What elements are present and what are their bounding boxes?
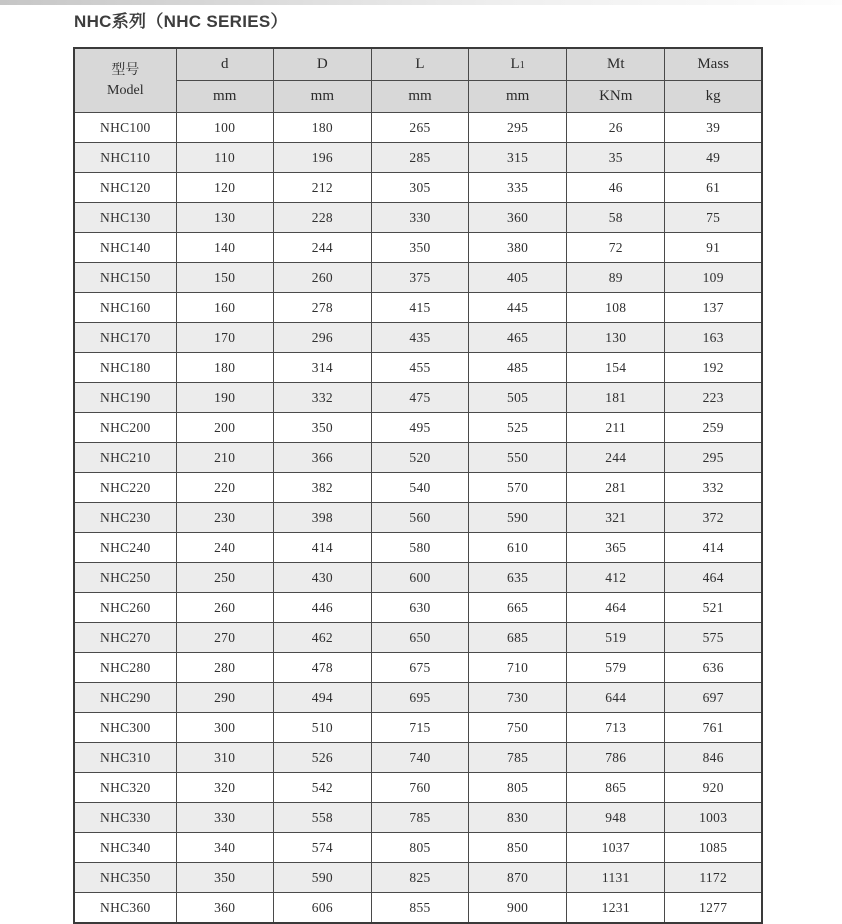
cell-L: 650: [371, 623, 468, 653]
cell-d: 230: [176, 503, 273, 533]
cell-D: 478: [273, 653, 371, 683]
column-header-d: [176, 48, 273, 81]
header-row-units: [74, 81, 762, 113]
cell-Mt: 713: [567, 713, 665, 743]
table-body: [74, 113, 762, 924]
cell-Mt: 519: [567, 623, 665, 653]
cell-Mass: 761: [665, 713, 762, 743]
cell-Mass: 259: [665, 413, 762, 443]
cell-Mt: 181: [567, 383, 665, 413]
cell-L1: 550: [469, 443, 567, 473]
cell-Mass: 223: [665, 383, 762, 413]
cell-L1: 445: [469, 293, 567, 323]
cell-L1: 610: [469, 533, 567, 563]
cell-model: NHC110: [74, 143, 176, 173]
cell-D: 278: [273, 293, 371, 323]
cell-Mt: 786: [567, 743, 665, 773]
table-row: [74, 773, 762, 803]
cell-L1: 505: [469, 383, 567, 413]
cell-D: 558: [273, 803, 371, 833]
cell-L1: 805: [469, 773, 567, 803]
cell-model: NHC230: [74, 503, 176, 533]
cell-model: NHC210: [74, 443, 176, 473]
table-row: [74, 623, 762, 653]
cell-Mt: 46: [567, 173, 665, 203]
cell-Mt: 35: [567, 143, 665, 173]
cell-L1: 525: [469, 413, 567, 443]
cell-model: NHC330: [74, 803, 176, 833]
column-label: Mass: [697, 56, 729, 72]
table-row: [74, 533, 762, 563]
table-row: [74, 893, 762, 924]
cell-L: 740: [371, 743, 468, 773]
table-row: [74, 143, 762, 173]
table-row: [74, 293, 762, 323]
cell-d: 300: [176, 713, 273, 743]
cell-Mt: 365: [567, 533, 665, 563]
cell-Mass: 575: [665, 623, 762, 653]
table-row: [74, 413, 762, 443]
column-unit-L: mm: [371, 81, 468, 113]
cell-Mass: 920: [665, 773, 762, 803]
cell-L1: 750: [469, 713, 567, 743]
cell-D: 244: [273, 233, 371, 263]
cell-d: 190: [176, 383, 273, 413]
cell-model: NHC100: [74, 113, 176, 143]
cell-Mass: 1085: [665, 833, 762, 863]
cell-model: NHC140: [74, 233, 176, 263]
cell-model: NHC220: [74, 473, 176, 503]
cell-L1: 465: [469, 323, 567, 353]
column-label-sub: 1: [519, 60, 525, 71]
column-label: d: [220, 56, 229, 72]
column-unit-D: mm: [273, 81, 371, 113]
cell-L1: 635: [469, 563, 567, 593]
cell-model: NHC200: [74, 413, 176, 443]
cell-D: 296: [273, 323, 371, 353]
column-unit-L1: mm: [469, 81, 567, 113]
cell-Mt: 211: [567, 413, 665, 443]
cell-L1: 870: [469, 863, 567, 893]
cell-model: NHC120: [74, 173, 176, 203]
cell-Mass: 521: [665, 593, 762, 623]
cell-L1: 485: [469, 353, 567, 383]
cell-d: 210: [176, 443, 273, 473]
model-label-zh: 型号: [111, 62, 140, 78]
cell-Mt: 412: [567, 563, 665, 593]
cell-model: NHC170: [74, 323, 176, 353]
column-header-L1: [469, 48, 567, 81]
cell-model: NHC280: [74, 653, 176, 683]
table-row: [74, 203, 762, 233]
column-label: L: [415, 56, 425, 72]
cell-d: 280: [176, 653, 273, 683]
cell-D: 606: [273, 893, 371, 924]
cell-L: 600: [371, 563, 468, 593]
cell-D: 382: [273, 473, 371, 503]
cell-L: 630: [371, 593, 468, 623]
table-row: [74, 563, 762, 593]
cell-Mass: 1003: [665, 803, 762, 833]
cell-Mass: 295: [665, 443, 762, 473]
cell-Mass: 163: [665, 323, 762, 353]
model-label-en: Model: [107, 82, 144, 98]
cell-d: 220: [176, 473, 273, 503]
cell-model: NHC240: [74, 533, 176, 563]
cell-L: 375: [371, 263, 468, 293]
cell-model: NHC270: [74, 623, 176, 653]
cell-Mass: 1172: [665, 863, 762, 893]
cell-Mt: 1231: [567, 893, 665, 924]
cell-L1: 295: [469, 113, 567, 143]
cell-L: 715: [371, 713, 468, 743]
table-row: [74, 263, 762, 293]
cell-d: 340: [176, 833, 273, 863]
cell-L: 675: [371, 653, 468, 683]
cell-D: 196: [273, 143, 371, 173]
cell-L1: 665: [469, 593, 567, 623]
cell-L1: 830: [469, 803, 567, 833]
cell-model: NHC300: [74, 713, 176, 743]
cell-Mt: 130: [567, 323, 665, 353]
column-unit-Mt: KNm: [567, 81, 665, 113]
cell-Mass: 697: [665, 683, 762, 713]
table-row: [74, 803, 762, 833]
cell-Mt: 1037: [567, 833, 665, 863]
table-row: [74, 173, 762, 203]
cell-Mt: 281: [567, 473, 665, 503]
cell-Mt: 26: [567, 113, 665, 143]
table-row: [74, 743, 762, 773]
cell-D: 398: [273, 503, 371, 533]
cell-D: 366: [273, 443, 371, 473]
cell-Mass: 464: [665, 563, 762, 593]
cell-L1: 850: [469, 833, 567, 863]
cell-model: NHC290: [74, 683, 176, 713]
cell-D: 260: [273, 263, 371, 293]
cell-L: 855: [371, 893, 468, 924]
cell-model: NHC250: [74, 563, 176, 593]
table-row: [74, 353, 762, 383]
table-row: [74, 443, 762, 473]
column-header-Mt: [567, 48, 665, 81]
cell-Mt: 1131: [567, 863, 665, 893]
cell-L: 580: [371, 533, 468, 563]
cell-L: 825: [371, 863, 468, 893]
cell-L: 435: [371, 323, 468, 353]
cell-d: 130: [176, 203, 273, 233]
cell-Mt: 154: [567, 353, 665, 383]
column-unit-d: mm: [176, 81, 273, 113]
table-row: [74, 593, 762, 623]
cell-d: 140: [176, 233, 273, 263]
cell-D: 430: [273, 563, 371, 593]
cell-L: 285: [371, 143, 468, 173]
cell-L: 475: [371, 383, 468, 413]
cell-model: NHC310: [74, 743, 176, 773]
cell-Mass: 1277: [665, 893, 762, 924]
table-row: [74, 683, 762, 713]
cell-model: NHC320: [74, 773, 176, 803]
cell-D: 590: [273, 863, 371, 893]
cell-L: 265: [371, 113, 468, 143]
cell-D: 526: [273, 743, 371, 773]
cell-L1: 405: [469, 263, 567, 293]
cell-Mt: 58: [567, 203, 665, 233]
cell-L1: 710: [469, 653, 567, 683]
table-row: [74, 113, 762, 143]
cell-L1: 785: [469, 743, 567, 773]
table-row: [74, 653, 762, 683]
cell-L: 695: [371, 683, 468, 713]
cell-Mass: 75: [665, 203, 762, 233]
cell-L: 455: [371, 353, 468, 383]
cell-L: 805: [371, 833, 468, 863]
cell-d: 260: [176, 593, 273, 623]
cell-Mass: 39: [665, 113, 762, 143]
cell-L1: 730: [469, 683, 567, 713]
cell-Mt: 579: [567, 653, 665, 683]
cell-Mt: 89: [567, 263, 665, 293]
cell-L: 305: [371, 173, 468, 203]
table-header: [74, 48, 762, 113]
cell-model: NHC160: [74, 293, 176, 323]
cell-Mass: 332: [665, 473, 762, 503]
cell-D: 314: [273, 353, 371, 383]
column-header-model: [74, 48, 176, 113]
spec-table: [73, 47, 763, 924]
cell-D: 446: [273, 593, 371, 623]
cell-D: 180: [273, 113, 371, 143]
cell-L: 540: [371, 473, 468, 503]
cell-d: 160: [176, 293, 273, 323]
cell-Mt: 244: [567, 443, 665, 473]
cell-D: 574: [273, 833, 371, 863]
cell-d: 170: [176, 323, 273, 353]
cell-D: 510: [273, 713, 371, 743]
cell-d: 100: [176, 113, 273, 143]
column-unit-Mass: kg: [665, 81, 762, 113]
cell-model: NHC180: [74, 353, 176, 383]
table-row: [74, 833, 762, 863]
cell-D: 212: [273, 173, 371, 203]
cell-d: 200: [176, 413, 273, 443]
cell-Mass: 61: [665, 173, 762, 203]
cell-L: 760: [371, 773, 468, 803]
cell-L: 495: [371, 413, 468, 443]
column-header-L: [371, 48, 468, 81]
cell-Mass: 414: [665, 533, 762, 563]
cell-D: 414: [273, 533, 371, 563]
cell-model: NHC190: [74, 383, 176, 413]
cell-model: NHC360: [74, 893, 176, 924]
cell-Mass: 109: [665, 263, 762, 293]
cell-d: 110: [176, 143, 273, 173]
table-row: [74, 713, 762, 743]
column-header-Mass: [665, 48, 762, 81]
cell-D: 228: [273, 203, 371, 233]
cell-Mass: 137: [665, 293, 762, 323]
column-label: L: [510, 56, 520, 72]
table-row: [74, 233, 762, 263]
cell-L1: 570: [469, 473, 567, 503]
cell-d: 330: [176, 803, 273, 833]
cell-d: 150: [176, 263, 273, 293]
column-label: Mt: [607, 56, 625, 72]
cell-L1: 315: [469, 143, 567, 173]
cell-model: NHC350: [74, 863, 176, 893]
cell-d: 360: [176, 893, 273, 924]
cell-D: 494: [273, 683, 371, 713]
cell-Mt: 321: [567, 503, 665, 533]
cell-Mass: 192: [665, 353, 762, 383]
cell-d: 120: [176, 173, 273, 203]
page-top-edge: [0, 0, 842, 5]
cell-Mt: 948: [567, 803, 665, 833]
cell-L1: 380: [469, 233, 567, 263]
cell-L: 560: [371, 503, 468, 533]
cell-Mt: 464: [567, 593, 665, 623]
cell-d: 240: [176, 533, 273, 563]
cell-L: 785: [371, 803, 468, 833]
cell-d: 270: [176, 623, 273, 653]
cell-model: NHC150: [74, 263, 176, 293]
table-row: [74, 473, 762, 503]
cell-L1: 900: [469, 893, 567, 924]
cell-model: NHC260: [74, 593, 176, 623]
cell-L1: 360: [469, 203, 567, 233]
cell-D: 350: [273, 413, 371, 443]
cell-d: 250: [176, 563, 273, 593]
table-row: [74, 863, 762, 893]
cell-d: 350: [176, 863, 273, 893]
cell-D: 462: [273, 623, 371, 653]
cell-d: 310: [176, 743, 273, 773]
header-row-labels: [74, 48, 762, 81]
column-header-D: [273, 48, 371, 81]
cell-L1: 685: [469, 623, 567, 653]
cell-L: 330: [371, 203, 468, 233]
cell-Mass: 91: [665, 233, 762, 263]
cell-L: 520: [371, 443, 468, 473]
cell-model: NHC130: [74, 203, 176, 233]
cell-d: 320: [176, 773, 273, 803]
cell-model: NHC340: [74, 833, 176, 863]
cell-L: 415: [371, 293, 468, 323]
column-label: D: [316, 56, 328, 72]
cell-Mt: 72: [567, 233, 665, 263]
cell-L1: 590: [469, 503, 567, 533]
cell-Mass: 49: [665, 143, 762, 173]
cell-L1: 335: [469, 173, 567, 203]
cell-Mass: 636: [665, 653, 762, 683]
cell-Mass: 846: [665, 743, 762, 773]
cell-L: 350: [371, 233, 468, 263]
table-row: [74, 503, 762, 533]
cell-Mt: 108: [567, 293, 665, 323]
cell-d: 290: [176, 683, 273, 713]
cell-D: 542: [273, 773, 371, 803]
cell-Mt: 865: [567, 773, 665, 803]
cell-D: 332: [273, 383, 371, 413]
cell-Mass: 372: [665, 503, 762, 533]
page-title: NHC系列（NHC SERIES）: [74, 12, 288, 31]
table-row: [74, 323, 762, 353]
table-row: [74, 383, 762, 413]
cell-Mt: 644: [567, 683, 665, 713]
cell-d: 180: [176, 353, 273, 383]
